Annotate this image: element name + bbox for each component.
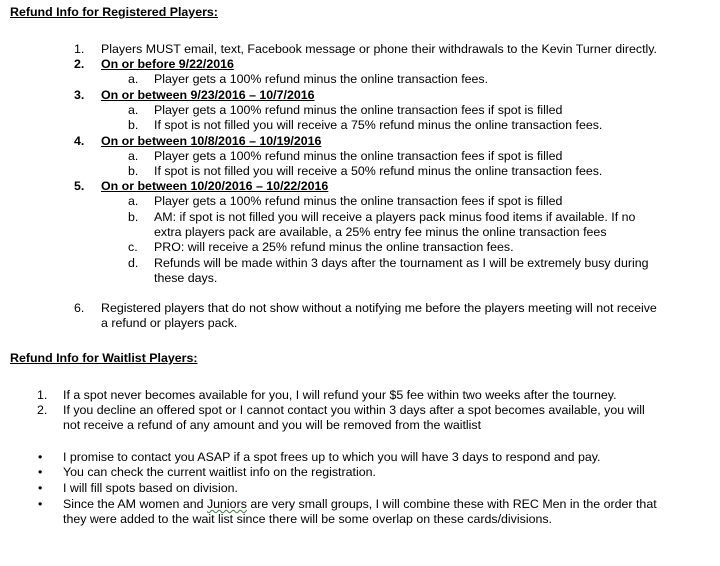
registered-heading: Refund Info for Registered Players: — [10, 5, 218, 19]
item-number: 1. — [74, 42, 85, 56]
bullet-text: You can check the current waitlist info on the registration. — [63, 465, 376, 479]
bullet-text-continued: they were added to the wait list since there will be some overlap on these cards/divisions. — [63, 512, 552, 526]
bullet-text: I promise to contact you ASAP if a spot frees up to which you will have 3 days to respond and pay. — [63, 450, 601, 464]
waitlist-text: If you decline an offered spot or I cannot contact you within 3 days after a spot becomes available, you will — [63, 403, 645, 417]
sub-text-continued: these days. — [154, 271, 218, 285]
item-title: On or between 9/23/2016 – 10/7/2016 — [101, 88, 315, 102]
sub-text: AM: if spot is not filled you will receive a players pack minus food items if available. If no — [154, 210, 636, 224]
sub-text: If spot is not filled you will receive a 75% refund minus the online transaction fees. — [154, 118, 603, 132]
sub-text: If spot is not filled you will receive a 50% refund minus the online transaction fees. — [154, 164, 603, 178]
waitlist-text: If a spot never becomes available for you, I will refund your $5 fee within two weeks after the tourney. — [63, 388, 617, 402]
sub-text: Player gets a 100% refund minus the online transaction fees if spot is filled — [154, 103, 563, 117]
sub-text: Player gets a 100% refund minus the online transaction fees if spot is filled — [154, 149, 563, 163]
sub-letter: d. — [128, 256, 139, 270]
item-title: On or between 10/20/2016 – 10/22/2016 — [101, 179, 329, 193]
item-number: 3. — [74, 88, 85, 102]
sub-letter: b. — [128, 210, 139, 224]
sub-letter: c. — [128, 240, 138, 254]
item-text-continued: a refund or players pack. — [101, 316, 238, 330]
bullet-text: I will fill spots based on division. — [63, 481, 238, 495]
item-text: Registered players that do not show without a notifying me before the players meeting will not receive — [101, 301, 657, 315]
waitlist-number: 1. — [37, 388, 48, 402]
sub-text: Player gets a 100% refund minus the online transaction fees. — [154, 72, 489, 86]
waitlist-heading: Refund Info for Waitlist Players: — [10, 351, 198, 365]
item-title: On or before 9/22/2016 — [101, 57, 234, 71]
bullet-glyph: • — [38, 481, 43, 495]
bullet-text-part: Since the AM women and — [63, 497, 207, 511]
sub-text: PRO: will receive a 25% refund minus the online transaction fees. — [154, 240, 514, 254]
sub-letter: a. — [128, 72, 139, 86]
sub-text: Refunds will be made within 3 days after the tournament as I will be extremely busy during — [154, 256, 649, 270]
sub-letter: b. — [128, 118, 139, 132]
sub-letter: a. — [128, 149, 139, 163]
item-number: 5. — [74, 179, 85, 193]
item-title: On or between 10/8/2016 – 10/19/2016 — [101, 134, 322, 148]
sub-text-continued: extra players pack are available, a 25% entry fee minus the online transaction fees — [154, 225, 607, 239]
waitlist-text-continued: not receive a refund of any amount and you will be removed from the waitlist — [63, 418, 482, 432]
bullet-glyph: • — [38, 450, 43, 464]
sub-text: Player gets a 100% refund minus the online transaction fees if spot is filled — [154, 194, 563, 208]
spellcheck-marked-word: Juniors — [206, 497, 247, 511]
bullet-text-part: are very small groups, I will combine these with REC Men in the order that — [246, 497, 657, 511]
bullet-glyph: • — [38, 497, 43, 511]
item-number: 2. — [74, 57, 85, 71]
sub-letter: b. — [128, 164, 139, 178]
bullet-text — [63, 497, 657, 512]
sub-letter: a. — [128, 103, 139, 117]
item-text: Players MUST email, text, Facebook message or phone their withdrawals to the Kevin Turner directly. — [101, 42, 657, 56]
sub-letter: a. — [128, 194, 139, 208]
waitlist-number: 2. — [37, 403, 48, 417]
item-number: 4. — [74, 134, 85, 148]
item-number: 6. — [74, 301, 85, 315]
bullet-glyph: • — [38, 465, 43, 479]
